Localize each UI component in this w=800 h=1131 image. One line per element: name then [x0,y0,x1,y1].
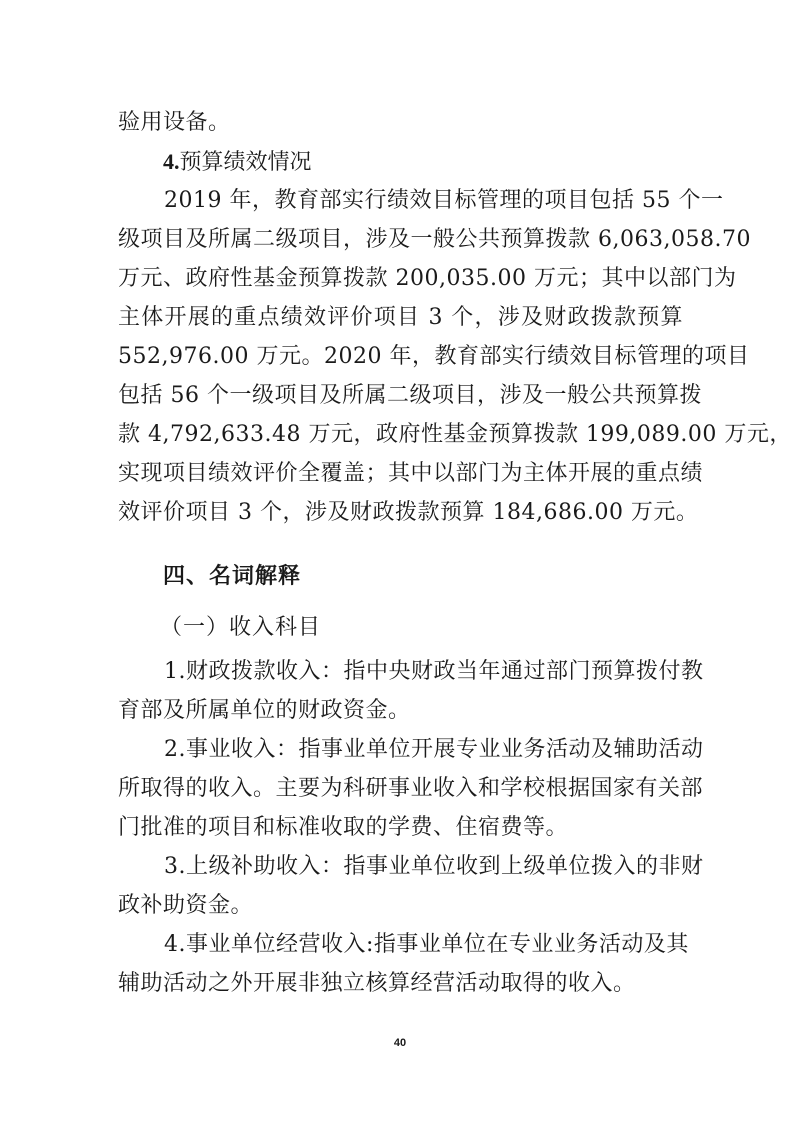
text-line: 门批准的项目和标准收取的学费、住宿费等。 [118,815,569,840]
text-line: 款 4,792,633.48 万元，政府性基金预算拨款 199,089.00 万元， [118,422,792,447]
subsection-title: （一）收入科目 [160,615,322,640]
paragraph-continuation [118,103,683,142]
heading-budget-performance [163,142,312,182]
text-line: 级项目及所属二级项目，涉及一般公共预算拨款 6,063,058.70 [118,227,751,252]
text-line: 4.事业单位经营收入:指事业单位在专业业务活动及其 [164,932,689,957]
definition-item-3 [118,847,704,925]
text-line: 2.事业收入：指事业单位开展专业业务活动及辅助活动 [164,737,704,762]
text-line: 所取得的收入。主要为科研事业收入和学校根据国家有关部 [118,776,704,801]
text-line: 育部及所属单位的财政资金。 [118,698,411,723]
definition-item-1 [118,652,704,730]
text-line: 3.上级补助收入：指事业单位收到上级单位拨入的非财 [164,854,704,879]
text-line: 552,976.00 万元。2020 年，教育部实行绩效目标管理的项目 [118,344,750,369]
text-line: 政补助资金。 [118,893,254,918]
text-line: 1.财政拨款收入：指中央财政当年通过部门预算拨付教 [164,659,704,684]
text-line: 主体开展的重点绩效评价项目 3 个，涉及财政拨款预算 [118,305,683,330]
text-line: 实现项目绩效评价全覆盖；其中以部门为主体开展的重点绩 [118,461,704,486]
text-line: 2019 年，教育部实行绩效目标管理的项目包括 55 个一 [164,188,724,213]
section-title: 四、名词解释 [163,564,302,589]
page-number: 40 [393,1037,407,1049]
heading-title: 预算绩效情况 [179,150,312,175]
paragraph-budget-performance [118,181,792,532]
text-line: 效评价项目 3 个，涉及财政拨款预算 184,686.00 万元。 [118,500,699,525]
heading-number: 4. [163,149,180,174]
definition-item-2 [118,730,704,847]
text-line: 辅助活动之外开展非独立核算经营活动取得的收入。 [118,971,636,996]
text-line: 验用设备。 [118,110,231,135]
definition-item-4 [118,925,689,1003]
text-line: 包括 56 个一级项目及所属二级项目，涉及一般公共预算拨 [118,383,702,408]
text-line: 万元、政府性基金预算拨款 200,035.00 万元；其中以部门为 [118,266,737,291]
